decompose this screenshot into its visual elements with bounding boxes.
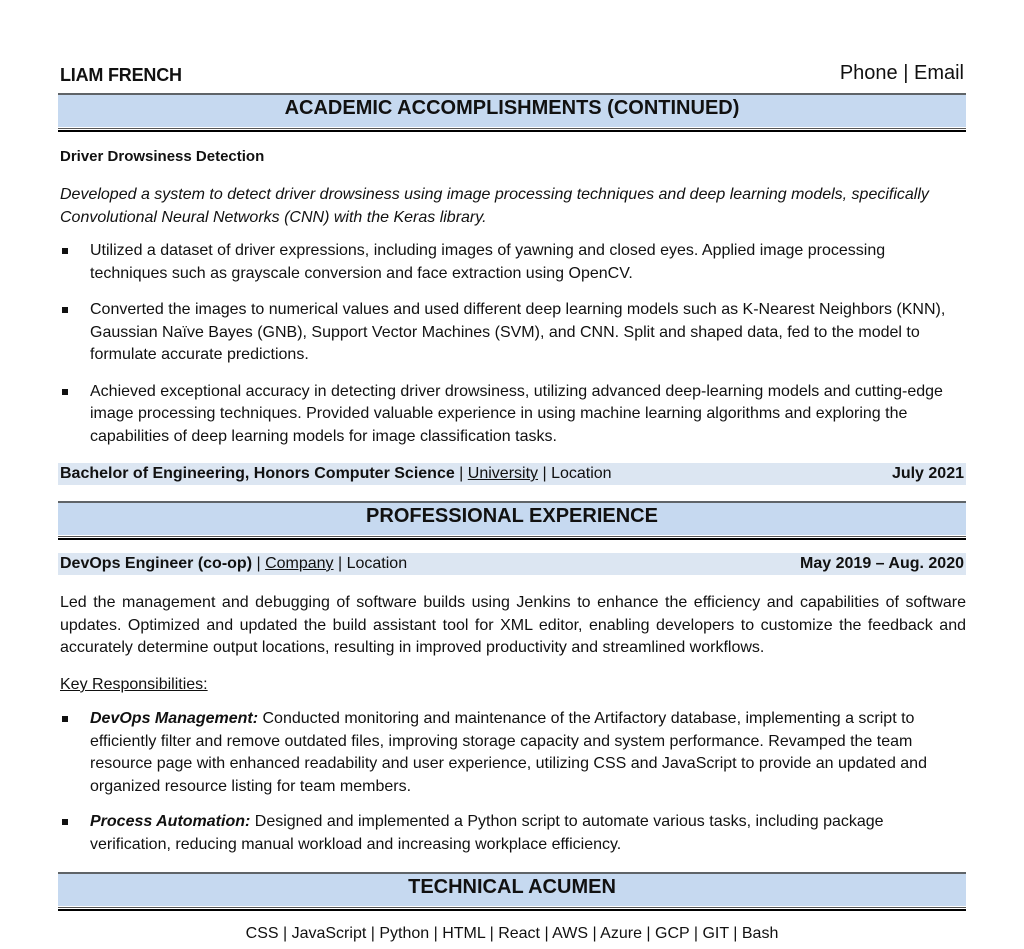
candidate-name: LIAM FRENCH — [60, 65, 182, 85]
job-location: Location — [346, 555, 408, 572]
degree-location: Location — [551, 465, 612, 482]
job-date: May 2019 – Aug. 2020 — [800, 555, 964, 572]
project-summary — [60, 184, 966, 229]
project-summary-line-2: Convolutional Neural Networks (CNN) with the Keras library. — [60, 208, 487, 226]
section-header-academic — [58, 93, 966, 127]
key-responsibilities-label: Key Responsibilities: — [60, 676, 208, 693]
responsibility-label: Process Automation: — [90, 813, 251, 830]
section-title-academic: ACADEMIC ACCOMPLISHMENTS (CONTINUED) — [284, 97, 740, 119]
square-bullet-icon — [62, 248, 68, 254]
project-title: Driver Drowsiness Detection — [60, 148, 265, 165]
list-item: DevOps Management: Conducted monitoring and maintenance of the Artifactory database, implementing a script to efficiently filter and remove outdated files, improving storage capacity and system performance. Revamped the team resource page with enhanced readability and user experience, utilizing CSS and JavaScript to provide an updated and organized resource listing for team members. — [58, 708, 966, 798]
list-item: Utilized a dataset of driver expressions, including images of yawning and closed eyes. Applied image processing techniques such as grayscale conversion and face extraction using OpenCV. — [58, 240, 966, 285]
job-row: DevOps Engineer (co-op) | Company | Location May 2019 – Aug. 2020 — [58, 553, 966, 575]
section-title-experience: PROFESSIONAL EXPERIENCE — [366, 505, 658, 527]
degree-title: Bachelor of Engineering, Honors Computer Science — [60, 465, 455, 482]
job-summary: Led the management and debugging of software builds using Jenkins to enhance the efficiency and capabilities of software updates. Optimized and updated the build assistant tool for XML editor, enabling developers to customize the feedback and accurately determine output locations, resulting in improved productivity and streamlined workflows. — [60, 594, 966, 656]
square-bullet-icon — [62, 307, 68, 313]
degree-row: Bachelor of Engineering, Honors Computer Science | University | Location July 2021 — [58, 463, 966, 485]
section-title-technical: TECHNICAL ACUMEN — [408, 876, 616, 898]
square-bullet-icon — [62, 716, 68, 722]
university-link[interactable]: University — [467, 465, 539, 482]
project-summary-line-1: Developed a system to detect driver drowsiness using image processing techniques and deep learning models, specifically — [60, 186, 929, 203]
job-title: DevOps Engineer (co-op) — [60, 555, 253, 572]
responsibility-label: DevOps Management: — [90, 710, 259, 727]
square-bullet-icon — [62, 819, 68, 825]
resume-header — [58, 62, 966, 88]
company-link[interactable]: Company — [265, 555, 334, 572]
list-item: Converted the images to numerical values and used different deep learning models such as K-Nearest Neighbors (KNN), Gaussian Naïve Bayes (GNB), Support Vector Machines (SVM), and CNN. Split and shaped data, fed to the model to formulate accurate predictions. — [58, 299, 966, 367]
project-bullet-list — [58, 240, 966, 448]
list-item: Achieved exceptional accuracy in detecting driver drowsiness, utilizing advanced deep-learning models and cutting-edge image processing techniques. Provided valuable experience in using machine learning algorithms and exploring the capabilities of deep learning models for image classification tasks. — [58, 381, 966, 449]
contact-info: Phone | Email — [839, 62, 964, 84]
section-header-technical — [58, 872, 966, 906]
skills-list: CSS | JavaScript | Python | HTML | React | AWS | Azure | GCP | GIT | Bash — [245, 925, 779, 942]
responsibility-list — [58, 708, 966, 856]
list-item: Process Automation: Designed and implemented a Python script to automate various tasks, including package verification, reducing manual workload and increasing workplace efficiency. — [58, 811, 966, 856]
section-header-experience — [58, 501, 966, 535]
degree-date: July 2021 — [891, 465, 964, 482]
square-bullet-icon — [62, 389, 68, 395]
